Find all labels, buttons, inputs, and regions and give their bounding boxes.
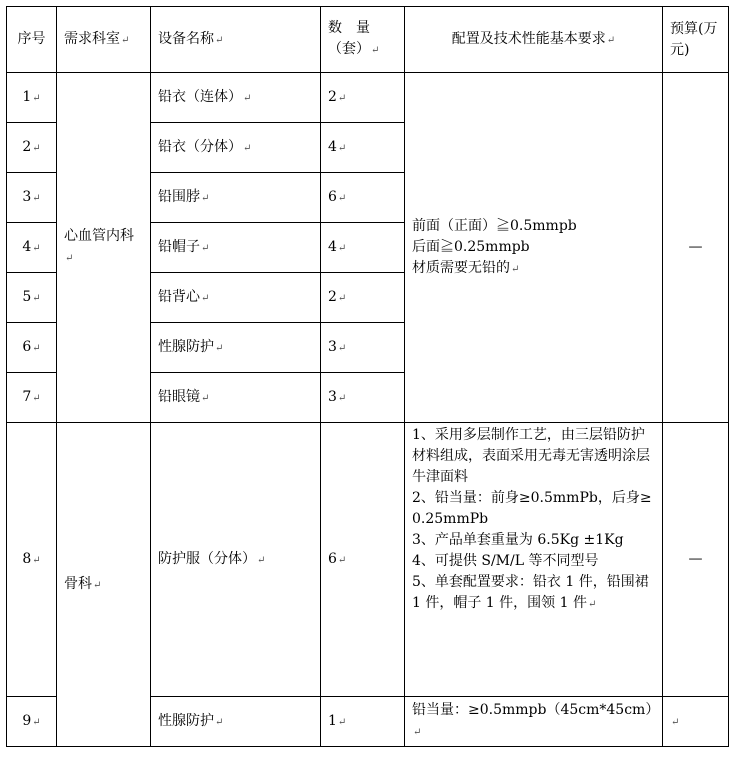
header-qty: 数 量（套）↵ bbox=[321, 7, 405, 73]
quantity: 6↵ bbox=[321, 173, 405, 223]
row-no: 9↵ bbox=[7, 697, 57, 747]
budget-cell: — bbox=[663, 73, 729, 423]
row-no: 2↵ bbox=[7, 123, 57, 173]
device-name: 铅衣（分体）↵ bbox=[151, 123, 321, 173]
quantity: 1↵ bbox=[321, 697, 405, 747]
header-budget: 预算(万元) bbox=[663, 7, 729, 73]
device-name: 铅眼镜↵ bbox=[151, 373, 321, 423]
device-name: 铅背心↵ bbox=[151, 273, 321, 323]
row-no: 3↵ bbox=[7, 173, 57, 223]
procurement-table bbox=[6, 6, 729, 747]
device-name: 铅围脖↵ bbox=[151, 173, 321, 223]
row-no: 6↵ bbox=[7, 323, 57, 373]
quantity: 4↵ bbox=[321, 123, 405, 173]
budget-cell: — bbox=[663, 423, 729, 697]
row-no: 7↵ bbox=[7, 373, 57, 423]
row-no: 1↵ bbox=[7, 73, 57, 123]
device-name: 性腺防护↵ bbox=[151, 323, 321, 373]
header-name: 设备名称↵ bbox=[151, 7, 321, 73]
table-row bbox=[7, 73, 729, 123]
quantity: 3↵ bbox=[321, 373, 405, 423]
header-spec: 配置及技术性能基本要求↵ bbox=[405, 7, 663, 73]
spec-cell: 铅当量：≥0.5mmpb（45cm*45cm）↵ bbox=[405, 697, 663, 747]
budget-cell: ↵ bbox=[663, 697, 729, 747]
quantity: 2↵ bbox=[321, 273, 405, 323]
header-row bbox=[7, 7, 729, 73]
quantity: 6↵ bbox=[321, 423, 405, 697]
device-name: 铅衣（连体）↵ bbox=[151, 73, 321, 123]
row-no: 4↵ bbox=[7, 223, 57, 273]
row-no: 5↵ bbox=[7, 273, 57, 323]
device-name: 铅帽子↵ bbox=[151, 223, 321, 273]
dept-cell: 心血管内科↵ bbox=[57, 73, 151, 423]
device-name: 防护服（分体）↵ bbox=[151, 423, 321, 697]
spec-cell: 前面（正面）≧0.5mmpb 后面≧0.25mmpb 材质需要无铅的↵ bbox=[405, 73, 663, 423]
quantity: 2↵ bbox=[321, 73, 405, 123]
table-row bbox=[7, 423, 729, 697]
header-no: 序号 bbox=[7, 7, 57, 73]
header-dept: 需求科室↵ bbox=[57, 7, 151, 73]
dept-cell: 骨科↵ bbox=[57, 423, 151, 747]
row-no: 8↵ bbox=[7, 423, 57, 697]
quantity: 4↵ bbox=[321, 223, 405, 273]
spec-cell: 1、采用多层制作工艺，由三层铅防护材料组成，表面采用无毒无害透明涂层牛津面料 2、铅当量：前身≥0.5mmPb，后身≥0.25mmPb 3、产品单套重量为 6.5Kg ±1Kg 4、可提供 S/M/L 等不同型号 5、单套配置要求：铅衣 1 件，铅围裙 1 件，帽子 1 件，围领 1 件↵ bbox=[405, 423, 663, 697]
device-name: 性腺防护↵ bbox=[151, 697, 321, 747]
quantity: 3↵ bbox=[321, 323, 405, 373]
